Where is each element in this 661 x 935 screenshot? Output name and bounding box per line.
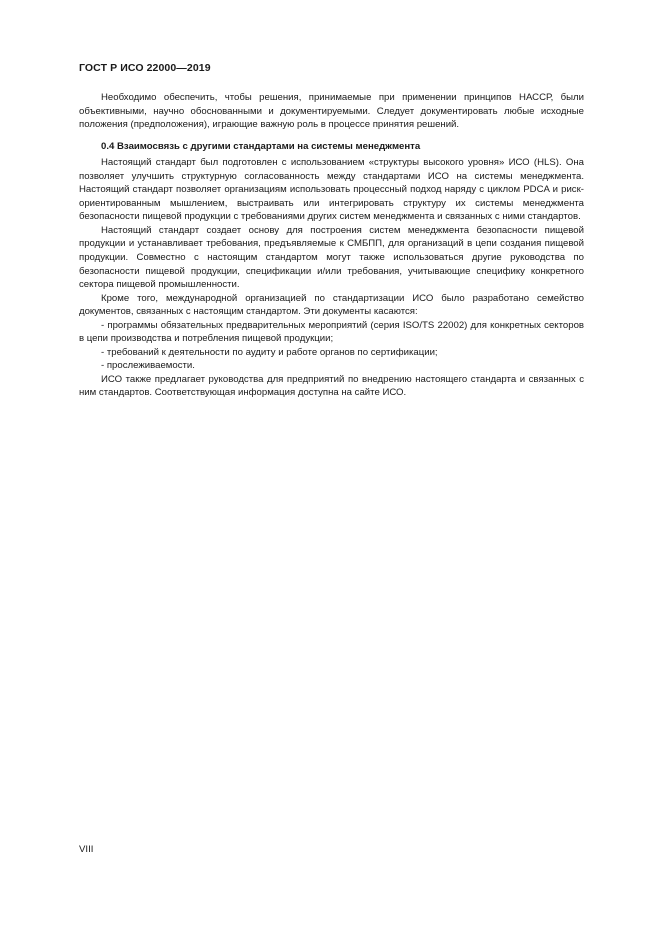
section-heading-0-4: 0.4 Взаимосвязь с другими стандартами на системы менеджмента — [101, 140, 421, 152]
list-item-audit-requirements: - требований к деятельности по аудиту и работе органов по сертификации; — [101, 346, 438, 358]
document-body — [79, 91, 584, 400]
paragraph-iso-guidance: ИСО также предлагает руководства для предприятий по внедрению настоящего стандарта и связанных с ним стандартов. Соответствующая информация доступна на сайте ИСО. — [79, 373, 584, 399]
paragraph-hls-structure: Настоящий стандарт был подготовлен с использованием «структуры высокого уровня» ИСО (HLS). Она позволяет улучшить структурную согласованность между стандартами ИСО на системы менеджмента. Настоящий стандарт позволяет организациям использовать процессный подход наряду с циклом PDCA и риск-ориентированным мышлением, выстраивать или интегрировать структуру их системы менеджмента безопасности пищевой продукции с требованиями других систем менеджмента и связанных с ними стандартов. — [79, 157, 584, 223]
document-header: ГОСТ Р ИСО 22000—2019 — [79, 62, 211, 74]
page-number: VIII — [79, 844, 94, 855]
paragraph-hassp-decisions: Необходимо обеспечить, чтобы решения, принимаемые при применении принципов НАССР, были объективными, научно обоснованными и документируемыми. Следует документировать любые исходные положения (предположения), играющие важную роль в процессе принятия решений. — [79, 92, 584, 131]
list-item-traceability: - прослеживаемости. — [101, 360, 195, 372]
paragraph-iso-family: Кроме того, международной организацией по стандартизации ИСО было разработано семейство документов, связанных с настоящим стандартом. Эти документы касаются: — [79, 292, 584, 318]
list-item-prerequisite-programmes: - программы обязательных предварительных мероприятий (серия ISO/TS 22002) для конкретных секторов в цепи производства и потребления пищевой продукции; — [79, 319, 584, 345]
paragraph-standard-basis: Настоящий стандарт создает основу для построения систем менеджмента безопасности пищевой продукции и устанавливает требования, предъявляемые к СМБПП, для организаций в цепи создания пищевой продукции. Совместно с настоящим стандартом могут также использоваться другие руководства по безопасности пищевой продукции, спецификации и/или требования, учитывающие специфику конкретного сектора пищевой промышленности. — [79, 224, 584, 291]
